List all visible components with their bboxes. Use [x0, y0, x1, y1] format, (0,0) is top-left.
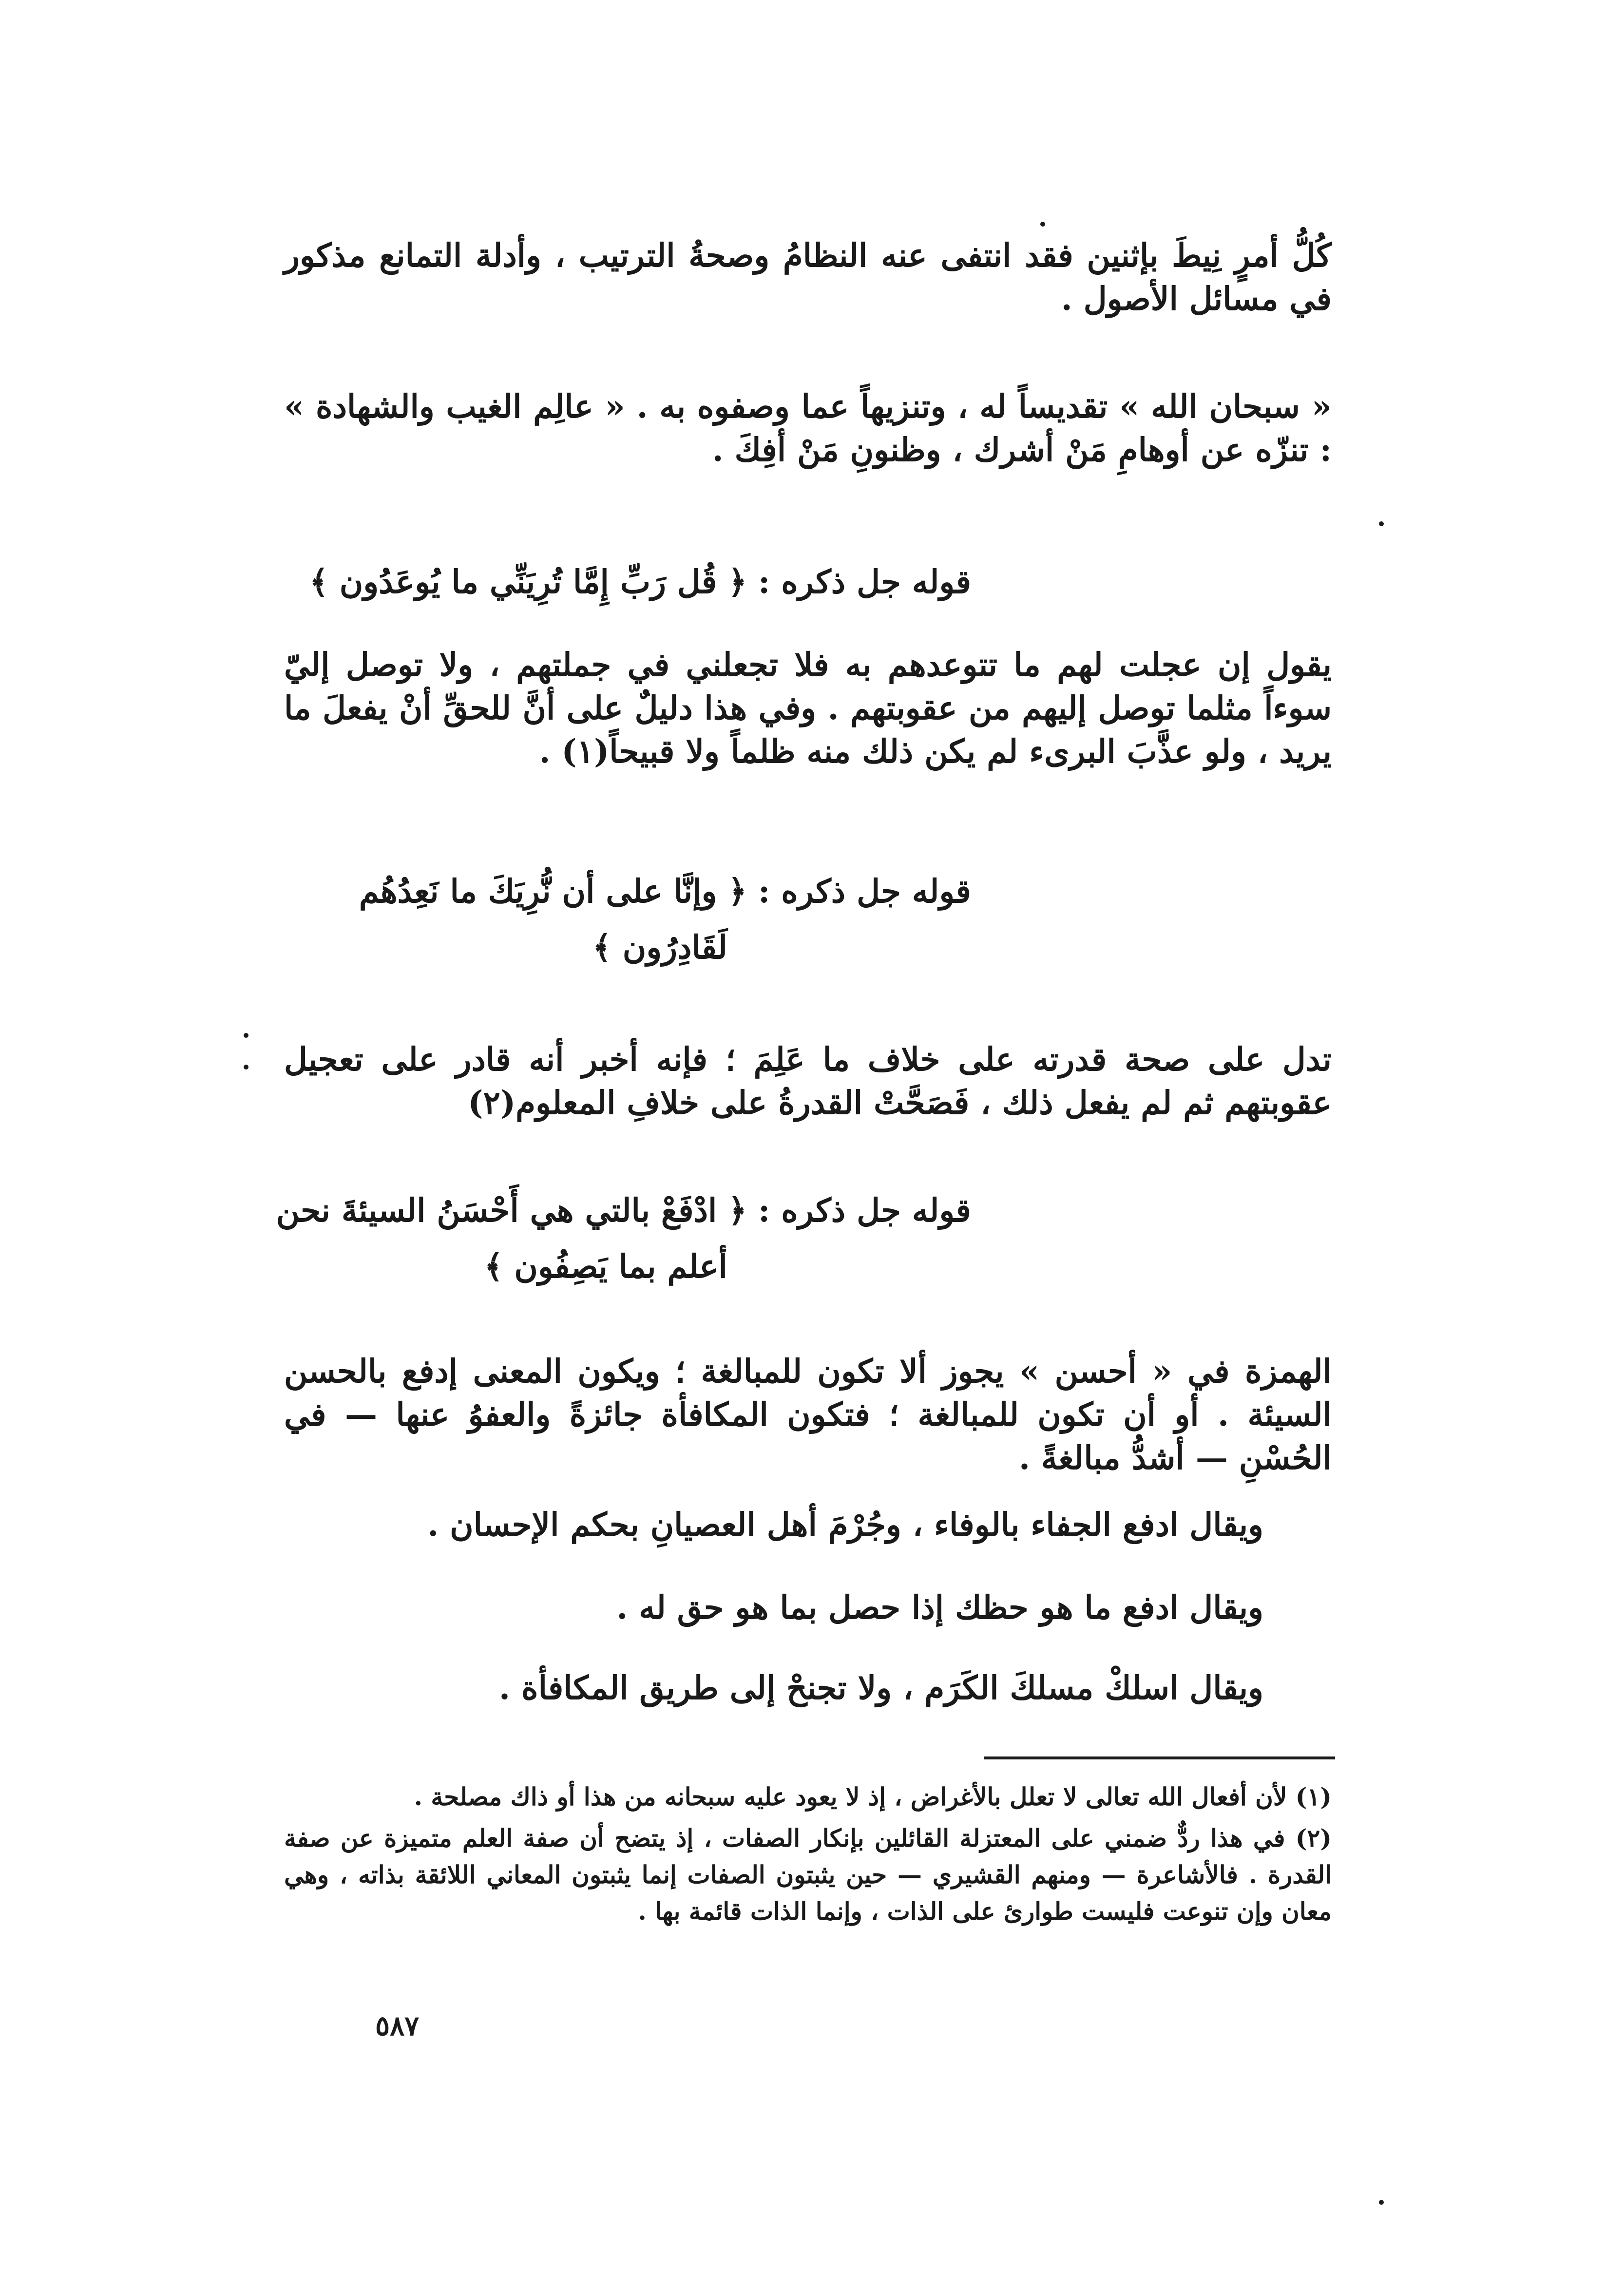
footnote-separator	[984, 1756, 1335, 1759]
paragraph-subhan: « سبحان الله » تقديساً له ، وتنزيهاً عما وصفوه به . « عالِم الغيب والشهادة » : تنزّه عن أوهامِ مَنْ أشرك ، وظنونِ مَنْ أفِكَ .	[284, 387, 1332, 469]
paragraph-commentary-2: تدل على صحة قدرته على خلاف ما عَلِمَ ؛ فإنه أخبر أنه قادر على تعجيل عقوبتهم ثم لم يفعل ذلك ، فَصَحَّتْ القدرةُ على خلافِ المعلوم(٢)	[284, 1040, 1332, 1122]
paragraph-yuqal-1: ويقال ادفع الجفاء بالوفاء ، وجُرْمَ أهل العصيانِ بحكم الإحسان .	[427, 1506, 1263, 1544]
paragraph-yuqal-3: ويقال اسلكْ مسلكَ الكَرَم ، ولا تجنحْ إلى طريق المكافأة .	[499, 1669, 1263, 1707]
page-number: ٥٨٧	[375, 2010, 420, 2042]
verse-heading-3-line1: قوله جل ذكره : ﴿ ادْفَعْ بالتي هي أَحْسَنُ السيئةَ نحن	[276, 1191, 971, 1229]
verse-heading-1: قوله جل ذكره : ﴿ قُل رَبِّ إِمَّا تُرِيَنِّي ما يُوعَدُون ﴾	[309, 563, 971, 601]
paragraph-commentary-1: يقول إن عجلت لهم ما تتوعدهم به فلا تجعلني في جملتهم ، ولا توصل إليّ سوءاً مثلما توصل إليهم من عقوبتهم . وفي هذا دليلٌ على أنَّ للحقِّ أنْ يفعلَ ما يريد ، ولو عذَّبَ البرىء لم يكن ذلك منه ظلماً ولا قبيحاً(١) .	[284, 646, 1332, 771]
paragraph-tamanu: كُلُّ أمرٍ نِيطَ بإثنين فقد انتفى عنه النظامُ وصحةُ الترتيب ، وأدلة التمانع مذكور في مسائل الأصول .	[284, 236, 1332, 318]
scan-speck	[1379, 521, 1384, 526]
scan-speck	[244, 1033, 248, 1038]
footnote-1: (١) لأن أفعال الله تعالى لا تعلل بالأغراض ، إذ لا يعود عليه سبحانه من هذا أو ذاك مصلحة .	[414, 1782, 1332, 1811]
verse-heading-3-line2: أعلم بما يَصِفُون ﴾	[484, 1247, 727, 1285]
scan-speck	[244, 1065, 248, 1069]
paragraph-yuqal-2: ويقال ادفع ما هو حظك إذا حصل بما هو حق له .	[616, 1588, 1263, 1626]
scan-speck	[1379, 2200, 1384, 2205]
paragraph-hamza: الهمزة في « أحسن » يجوز ألا تكون للمبالغة ؛ ويكون المعنى إدفع بالحسن السيئة . أو أن تكون للمبالغة ؛ فتكون المكافأة جائزةً والعفوُ عنها — في الحُسْنِ — أشدُّ مبالغةً .	[284, 1352, 1332, 1477]
scan-speck	[1040, 222, 1045, 227]
verse-heading-2-line1: قوله جل ذكره : ﴿ وإنَّا على أن نُّرِيَكَ ما نَعِدُهُم	[359, 872, 971, 910]
verse-heading-2-line2: لَقَادِرُون ﴾	[592, 928, 727, 966]
footnote-2: (٢) في هذا ردٌّ ضمني على المعتزلة القائلين بإنكار الصفات ، إذ يتضح أن صفة العلم متميزة عن صفة القدرة . فالأشاعرة — ومنهم القشيري — حين يثبتون الصفات إنما يثبتون المعاني اللائقة بذاته ، وهي معان وإن تنوعت فليست طوارئ على الذات ، وإنما الذات قائمة بها .	[284, 1824, 1332, 1926]
